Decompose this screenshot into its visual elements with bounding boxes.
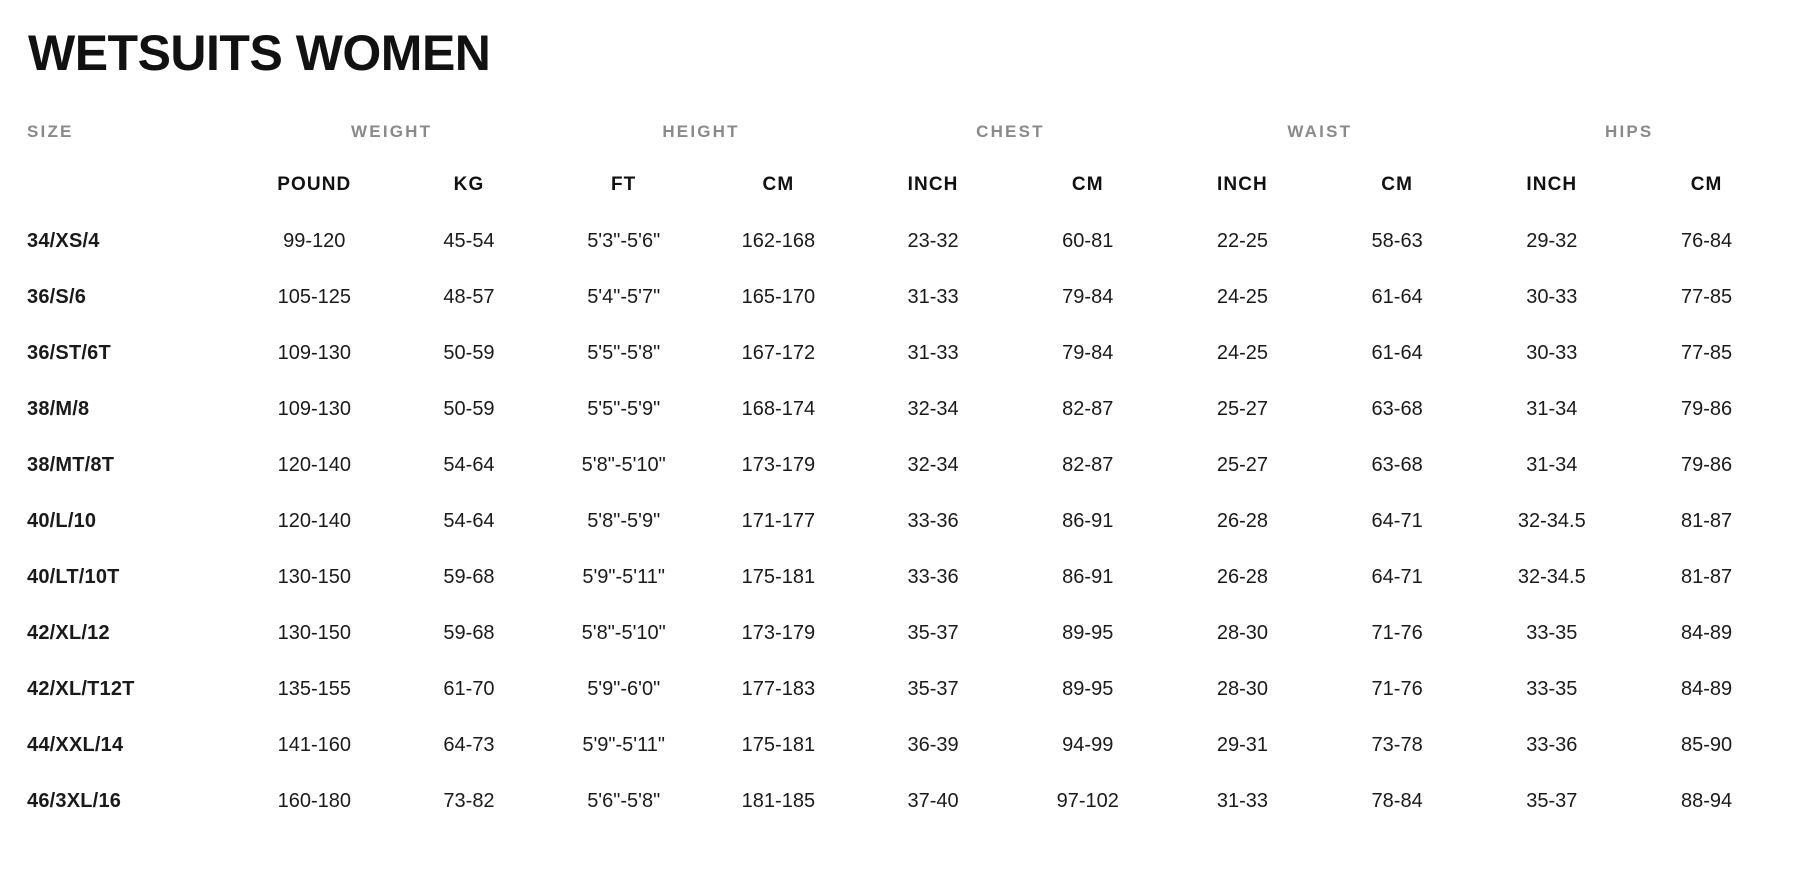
measurement-cell: 24-25 <box>1216 285 1269 308</box>
measurement-cell: 81-87 <box>1681 565 1733 588</box>
measurement-cell: 29-32 <box>1526 229 1578 252</box>
measurement-cell: 58-63 <box>1371 229 1423 252</box>
measurement-cell: 63-68 <box>1371 453 1423 476</box>
unit-header-row <box>24 157 1784 213</box>
measurement-cell: 63-68 <box>1371 397 1423 420</box>
size-label: 46/3XL/16 <box>27 789 122 812</box>
table-row <box>24 549 1784 605</box>
table-row <box>24 325 1784 381</box>
measurement-cell: 30-33 <box>1526 341 1578 364</box>
table-row <box>24 605 1784 661</box>
group-header-chest: CHEST <box>976 122 1045 141</box>
unit-header-cm-6: CM <box>1071 174 1104 195</box>
measurement-cell: 130-150 <box>277 621 351 644</box>
measurement-cell: 76-84 <box>1681 229 1733 252</box>
table-row <box>24 437 1784 493</box>
unit-header-kg-2: KG <box>453 174 485 195</box>
unit-header-inch-5: INCH <box>907 174 959 195</box>
measurement-cell: 23-32 <box>907 229 959 252</box>
measurement-cell: 79-86 <box>1681 453 1733 476</box>
measurement-cell: 31-33 <box>907 285 959 308</box>
measurement-cell: 30-33 <box>1526 285 1578 308</box>
measurement-cell: 73-82 <box>443 789 495 812</box>
measurement-cell: 81-87 <box>1681 509 1733 532</box>
measurement-cell: 64-71 <box>1371 509 1423 532</box>
group-header-hips: HIPS <box>1604 122 1654 141</box>
measurement-cell: 35-37 <box>1526 789 1578 812</box>
measurement-cell: 28-30 <box>1216 677 1269 700</box>
measurement-cell: 168-174 <box>741 397 816 420</box>
measurement-cell: 5'8"-5'9" <box>587 509 661 532</box>
measurement-cell: 64-73 <box>443 733 495 756</box>
measurement-cell: 25-27 <box>1216 397 1269 420</box>
measurement-cell: 5'9"-5'11" <box>582 733 665 756</box>
measurement-cell: 59-68 <box>443 621 495 644</box>
measurement-cell: 31-34 <box>1526 453 1578 476</box>
measurement-cell: 5'3"-5'6" <box>587 229 661 252</box>
measurement-cell: 33-36 <box>907 509 959 532</box>
measurement-cell: 50-59 <box>443 341 495 364</box>
measurement-cell: 165-170 <box>741 285 816 308</box>
measurement-cell: 109-130 <box>277 341 351 364</box>
measurement-cell: 175-181 <box>741 733 816 756</box>
size-chart-table <box>24 107 1784 829</box>
measurement-cell: 31-34 <box>1526 397 1578 420</box>
table-row <box>24 661 1784 717</box>
measurement-cell: 29-31 <box>1216 733 1269 756</box>
measurement-cell: 61-64 <box>1371 285 1423 308</box>
measurement-cell: 177-183 <box>741 677 816 700</box>
unit-header-inch-9: INCH <box>1526 174 1578 195</box>
measurement-cell: 5'4"-5'7" <box>587 285 661 308</box>
size-label: 40/L/10 <box>27 509 97 532</box>
measurement-cell: 59-68 <box>443 565 495 588</box>
measurement-cell: 33-35 <box>1526 621 1578 644</box>
measurement-cell: 64-71 <box>1371 565 1423 588</box>
measurement-cell: 54-64 <box>443 509 495 532</box>
measurement-cell: 33-35 <box>1526 677 1578 700</box>
measurement-cell: 162-168 <box>741 229 816 252</box>
measurement-cell: 26-28 <box>1216 565 1269 588</box>
measurement-cell: 71-76 <box>1371 677 1423 700</box>
measurement-cell: 32-34 <box>907 453 959 476</box>
unit-header-inch-7: INCH <box>1217 174 1268 195</box>
size-label: 36/ST/6T <box>27 341 111 364</box>
measurement-cell: 181-185 <box>741 789 816 812</box>
table-row <box>24 213 1784 269</box>
measurement-cell: 85-90 <box>1681 733 1733 756</box>
measurement-cell: 25-27 <box>1216 453 1269 476</box>
measurement-cell: 175-181 <box>741 565 816 588</box>
measurement-cell: 5'9"-6'0" <box>587 677 661 700</box>
measurement-cell: 120-140 <box>277 453 351 476</box>
measurement-cell: 60-81 <box>1062 229 1114 252</box>
size-label: 42/XL/T12T <box>27 677 135 700</box>
measurement-cell: 5'8"-5'10" <box>581 621 666 644</box>
size-label: 38/M/8 <box>27 397 90 420</box>
measurement-cell: 79-84 <box>1062 285 1114 308</box>
group-header-waist: WAIST <box>1287 122 1353 141</box>
measurement-cell: 79-86 <box>1681 397 1733 420</box>
measurement-cell: 173-179 <box>741 453 816 476</box>
measurement-cell: 48-57 <box>443 285 495 308</box>
measurement-cell: 79-84 <box>1062 341 1114 364</box>
unit-header-ft-3: FT <box>610 174 637 195</box>
measurement-cell: 5'5"-5'9" <box>587 397 661 420</box>
measurement-cell: 105-125 <box>277 285 351 308</box>
table-body <box>24 213 1784 829</box>
table-header <box>24 107 1784 213</box>
unit-header-cm-10: CM <box>1690 174 1723 195</box>
measurement-cell: 26-28 <box>1216 509 1269 532</box>
measurement-cell: 31-33 <box>907 341 959 364</box>
table-row <box>24 717 1784 773</box>
measurement-cell: 5'6"-5'8" <box>587 789 661 812</box>
measurement-cell: 173-179 <box>741 621 816 644</box>
measurement-cell: 78-84 <box>1371 789 1423 812</box>
table-row <box>24 381 1784 437</box>
unit-header-blank <box>24 157 237 213</box>
measurement-cell: 33-36 <box>1526 733 1578 756</box>
measurement-cell: 73-78 <box>1371 733 1423 756</box>
measurement-cell: 109-130 <box>277 397 351 420</box>
measurement-cell: 99-120 <box>283 229 346 252</box>
size-label: 34/XS/4 <box>27 229 100 252</box>
measurement-cell: 32-34.5 <box>1517 509 1586 532</box>
table-row <box>24 493 1784 549</box>
measurement-cell: 82-87 <box>1062 397 1114 420</box>
group-header-size: SIZE <box>27 122 74 141</box>
measurement-cell: 94-99 <box>1062 733 1114 756</box>
unit-header-cm-8: CM <box>1381 174 1413 195</box>
measurement-cell: 82-87 <box>1062 453 1114 476</box>
measurement-cell: 97-102 <box>1056 789 1119 812</box>
group-header-row <box>24 107 1784 157</box>
measurement-cell: 89-95 <box>1062 677 1114 700</box>
size-label: 44/XXL/14 <box>27 733 124 756</box>
measurement-cell: 86-91 <box>1062 509 1114 532</box>
measurement-cell: 33-36 <box>907 565 959 588</box>
measurement-cell: 88-94 <box>1681 789 1733 812</box>
unit-header-cm-4: CM <box>762 174 795 195</box>
measurement-cell: 45-54 <box>443 229 495 252</box>
size-label: 40/LT/10T <box>27 565 120 588</box>
measurement-cell: 54-64 <box>443 453 495 476</box>
measurement-cell: 36-39 <box>907 733 959 756</box>
measurement-cell: 28-30 <box>1216 621 1269 644</box>
measurement-cell: 24-25 <box>1216 341 1269 364</box>
measurement-cell: 89-95 <box>1062 621 1114 644</box>
measurement-cell: 22-25 <box>1216 229 1269 252</box>
table-row <box>24 773 1784 829</box>
measurement-cell: 5'9"-5'11" <box>582 565 665 588</box>
measurement-cell: 71-76 <box>1371 621 1423 644</box>
measurement-cell: 5'8"-5'10" <box>581 453 666 476</box>
measurement-cell: 32-34.5 <box>1517 565 1586 588</box>
measurement-cell: 130-150 <box>277 565 351 588</box>
measurement-cell: 35-37 <box>907 677 959 700</box>
measurement-cell: 31-33 <box>1216 789 1269 812</box>
measurement-cell: 61-70 <box>443 677 495 700</box>
measurement-cell: 35-37 <box>907 621 959 644</box>
table-row <box>24 269 1784 325</box>
measurement-cell: 5'5"-5'8" <box>587 341 661 364</box>
measurement-cell: 167-172 <box>741 341 816 364</box>
size-label: 38/MT/8T <box>27 453 115 476</box>
size-label: 36/S/6 <box>27 285 87 308</box>
group-header-weight: WEIGHT <box>351 122 433 141</box>
page-title: WETSUITS WOMEN <box>28 25 491 81</box>
measurement-cell: 141-160 <box>277 733 351 756</box>
measurement-cell: 77-85 <box>1681 341 1733 364</box>
measurement-cell: 50-59 <box>443 397 495 420</box>
measurement-cell: 77-85 <box>1681 285 1733 308</box>
measurement-cell: 84-89 <box>1681 677 1733 700</box>
measurement-cell: 84-89 <box>1681 621 1733 644</box>
measurement-cell: 86-91 <box>1062 565 1114 588</box>
size-label: 42/XL/12 <box>27 621 110 644</box>
measurement-cell: 32-34 <box>907 397 959 420</box>
group-header-height: HEIGHT <box>662 122 740 141</box>
measurement-cell: 171-177 <box>741 509 816 532</box>
measurement-cell: 135-155 <box>277 677 351 700</box>
measurement-cell: 61-64 <box>1371 341 1423 364</box>
measurement-cell: 120-140 <box>277 509 351 532</box>
measurement-cell: 160-180 <box>277 789 351 812</box>
unit-header-pound-1: POUND <box>277 174 352 195</box>
measurement-cell: 37-40 <box>907 789 959 812</box>
